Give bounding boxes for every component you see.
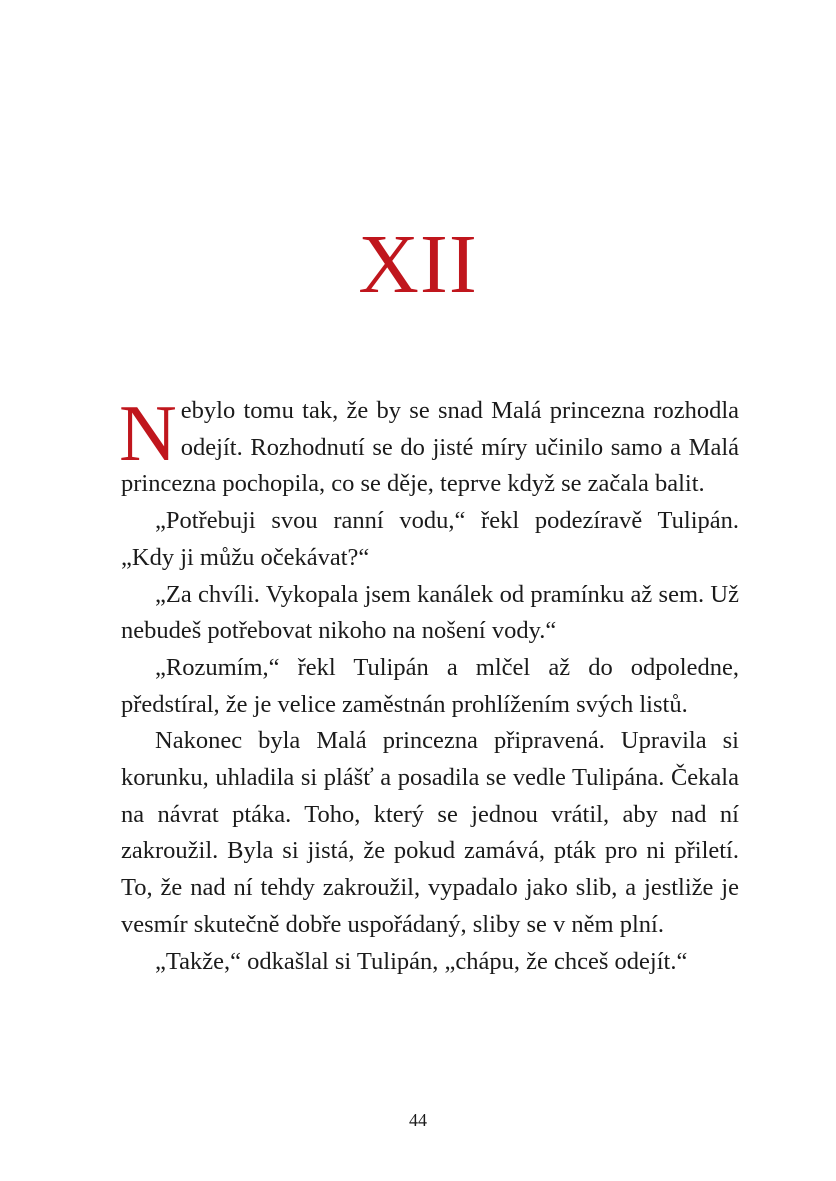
- paragraph-5: Nakonec byla Malá princezna připravená. Upravila si korunku, uhladila si plášť a posadila se vedle Tulipána. Čekala na návrat ptáka. Toho, který se jednou vrátil, aby nad ní zakroužil. Byla si jistá, že pokud zamává, pták pro ni přiletí. To, že nad ní tehdy zakroužil, vypadalo jako slib, a jestliže je vesmír skutečně dobře uspořádaný, sliby se v něm plní.: [121, 727, 739, 938]
- paragraph-6: „Takže,“ odkašlal si Tulipán, „chápu, že chceš odejít.“: [155, 947, 688, 975]
- paragraph-1: [119, 390, 739, 503]
- paragraph-3: „Za chvíli. Vykopala jsem kanálek od pramínku až sem. Už nebudeš potřebovat nikoho na nošení vody.“: [121, 580, 739, 645]
- paragraph-4: „Rozumím,“ řekl Tulipán a mlčel až do odpoledne, předstíral, že je velice zaměstnán prohlížením svých listů.: [121, 653, 739, 718]
- paragraph-2: „Potřebuji svou ranní vodu,“ řekl podezíravě Tulipán. „Kdy ji můžu očekávat?“: [121, 507, 739, 571]
- page-number: 44: [409, 1110, 427, 1130]
- drop-cap: N: [119, 390, 177, 478]
- paragraph-1-text: ebylo tomu tak, že by se snad Malá princezna rozhodla odejít. Rozhodnutí se do jisté míry učinilo samo a Malá princezna pochopila, co se děje, teprve když se začala balit.: [121, 397, 739, 498]
- chapter-number: XII: [358, 218, 478, 311]
- body-text: [119, 390, 739, 980]
